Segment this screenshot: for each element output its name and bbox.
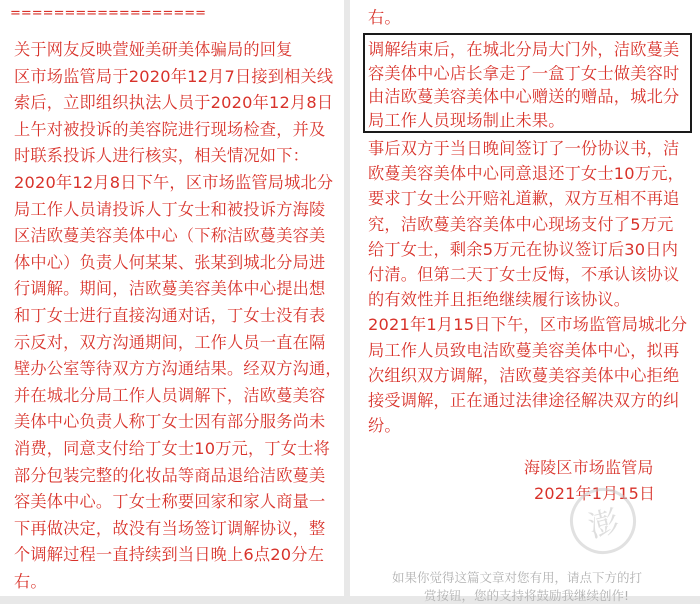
text-line: 示反对，双方沟通期间，工作人员一直在隔 [14,332,326,352]
footer-text-1: 如果你觉得这篇文章对您有用，请点下方的打 [392,570,643,585]
signature-org: 海陵区市场监管局 [524,458,654,477]
text-line: 下再做决定，故没有当场签订调解协议，整 [14,518,326,538]
text-line: 事后双方于当日晚间签订了一份协议书，洁 [368,139,680,158]
text-line: 和丁女士进行直接沟通对话，丁女士没有表 [14,306,326,325]
signature-date: 2021年1月15日 [534,484,656,503]
text-line: 纷。 [368,416,401,436]
text-line: 局工作人员致电洁欧蔓美容美体中心，拟再 [368,340,680,360]
text-line: 局工作人员现场制止未果。 [368,110,565,130]
text-line: 上午对被投诉的美容院进行现场检查，并及 [14,119,326,139]
text-line: 个调解过程一直持续到当日晚上6点20分左 [14,545,325,565]
text-line: 体中心）负责人何某某、张某到城北分局进 [14,252,326,272]
text-line: 欧蔓美容美体中心同意退还丁女士10万元， [368,164,684,184]
text-line: 区市场监管局于2020年12月7日接到相关线 [14,66,334,86]
text-line: 要求丁女士公开赔礼道歉，双方互相不再追 [368,189,680,209]
text-line: 行调解。期间，洁欧蔓美容美体中心提出想 [14,279,326,299]
text-line: 容美体中心店长拿走了一盒丁女士做美容时 [368,63,680,83]
watermark-seal: 澎 [563,481,644,562]
text-line: 由洁欧蔓美容美体中心赠送的赠品，城北分 [368,87,680,106]
text-line: 调解结束后，在城北分局大门外，洁欧蔓美 [368,40,680,59]
text-line: 关于网友反映萱娅美研美体骗局的回复 [14,40,293,59]
text-line: 壁办公室等待双方方沟通结果。经双方沟通， [14,359,342,379]
text-line: 2020年12月8日下午，区市场监管局城北分 [14,173,334,192]
text-line: 究，洁欧蔓美容美体中心现场支付了5万元 [368,214,674,234]
text-line: 2021年1月15日下午，区市场监管局城北分 [368,315,688,335]
text-line: 美体中心负责人称丁女士因有部分服务尚未 [14,412,326,432]
section-divider: ================== [10,6,207,21]
text-line: 索后，立即组织执法人员于2020年12月8日 [14,93,334,113]
text-line: 的有效性并且拒绝继续履行该协议。 [368,290,631,310]
text-line: 接受调解，正在通过法律途径解决双方的纠 [368,391,680,410]
text-line: 消费，同意支付给丁女士10万元，丁女士将 [14,439,330,458]
footer-text-2: 赏按钮，您的支持将鼓励我继续创作! [424,588,630,603]
text-line: 付清。但第二天丁女士反悔，不承认该协议 [368,265,680,284]
text-line: 区洁欧蔓美容美体中心（下称洁欧蔓美容美 [14,226,326,246]
text-line: 时联系投诉人进行核实，相关情况如下： [14,146,309,166]
text-line: 容美体中心。丁女士称要回家和家人商量一 [14,492,326,512]
text-line: 给丁女士，剩余5万元在协议签订后30日内 [368,239,679,259]
text-line: 右。 [14,572,47,591]
text-line: 局工作人员请投诉人丁女士和被投诉方海陵 [14,199,326,219]
continued-line: 右。 [368,8,401,27]
text-line: 部分包装完整的化妆品等商品退给洁欧蔓美 [14,465,326,485]
text-line: 并在城北分局工作人员调解下，洁欧蔓美容 [14,385,326,405]
text-line: 次组织双方调解，洁欧蔓美容美体中心拒绝 [368,365,680,385]
